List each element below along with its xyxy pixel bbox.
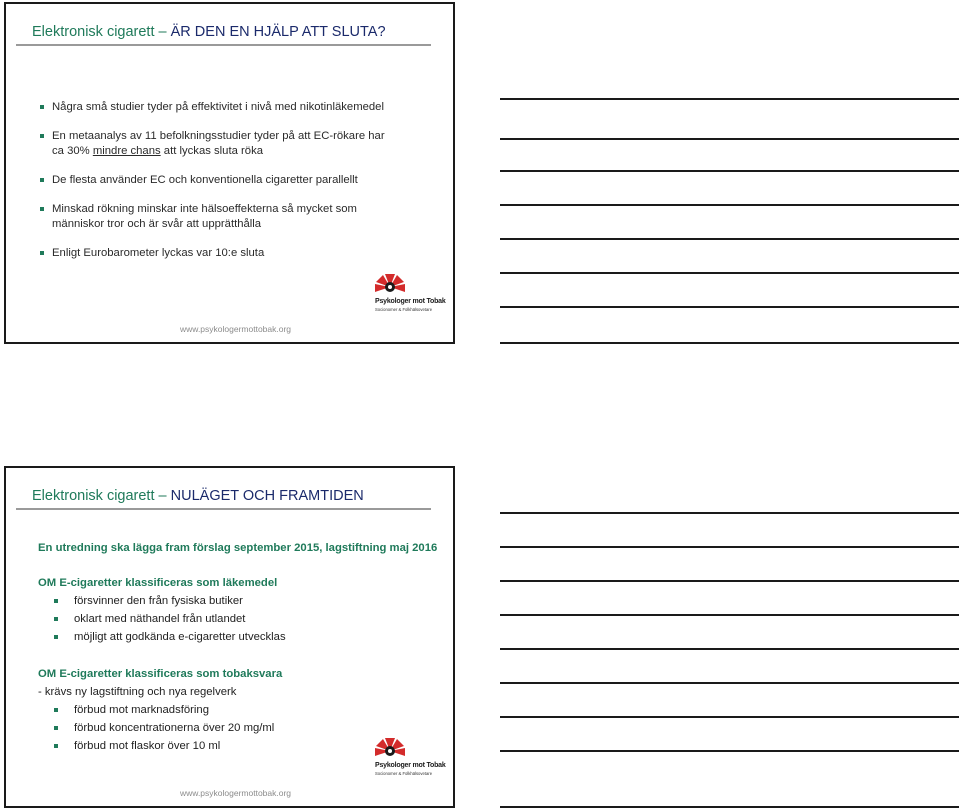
footer-url[interactable]: www.psykologermottobak.org [180, 788, 292, 798]
note-line [500, 238, 959, 240]
note-line [500, 204, 959, 206]
logo-subtitle: Socionomer & Folkhälsovetare [375, 771, 433, 776]
bullet-square-icon [40, 105, 44, 109]
note-line [500, 512, 959, 514]
logo-name: Psykologer mot Tobak [375, 298, 446, 305]
note-line [500, 272, 959, 274]
title-rule [16, 508, 431, 510]
bullet-square-icon [54, 635, 58, 639]
note-line [500, 716, 959, 718]
note-line [500, 580, 959, 582]
slide-1 [4, 2, 455, 344]
section-heading: OM E-cigaretter klassificeras som läkemedel [38, 577, 278, 589]
bullet-item: Några små studier tyder på effektivitet i nivå med nikotinläkemedel [40, 100, 440, 115]
note-line [500, 546, 959, 548]
note-line [500, 306, 959, 308]
bullet-square-icon [40, 207, 44, 211]
psykologer-mot-tobak-logo [373, 274, 446, 318]
bullet-square-icon [40, 178, 44, 182]
list-item: förbud koncentrationerna över 20 mg/ml [54, 719, 448, 737]
note-line [500, 342, 959, 344]
psykologer-mot-tobak-logo [373, 738, 446, 782]
list-item: förbud mot marknadsföring [54, 701, 448, 719]
bullet-item: De flesta använder EC och konventionella cigaretter parallellt [40, 173, 440, 188]
note-line [500, 98, 959, 100]
logo-emblem-icon [373, 738, 407, 764]
footer-url[interactable]: www.psykologermottobak.org [180, 324, 292, 334]
logo-emblem-icon [373, 274, 407, 300]
section-heading: OM E-cigaretter klassificeras som tobaksvara [38, 668, 283, 680]
list-item: oklart med näthandel från utlandet [54, 610, 448, 628]
slide-1-title: Elektronisk cigarett – ÄR DEN EN HJÄLP ATT SLUTA? [32, 24, 386, 40]
bullet-item: Minskad rökning minskar inte hälsoeffekterna så mycket som människor tror och är svår att upprätthålla [40, 202, 440, 232]
bullet-item: En metaanalys av 11 befolkningsstudier tyder på att EC-rökare har ca 30% mindre chans att lyckas sluta röka [40, 129, 440, 159]
underlined-text: mindre chans [92, 145, 161, 157]
note-line [500, 138, 959, 140]
note-line [500, 682, 959, 684]
section-subline: - krävs ny lagstiftning och nya regelverk [38, 686, 237, 698]
note-line [500, 806, 959, 808]
note-line [500, 170, 959, 172]
note-line [500, 750, 959, 752]
list-item: möjligt att godkända e-cigaretter utvecklas [54, 628, 448, 646]
bullet-square-icon [54, 617, 58, 621]
bullet-square-icon [40, 134, 44, 138]
intro-text: En utredning ska lägga fram förslag september 2015, lagstiftning maj 2016 [38, 542, 438, 554]
logo-subtitle: Socionomer & Folkhälsovetare [375, 307, 433, 312]
section-lakemedel [38, 574, 448, 646]
bullet-square-icon [54, 708, 58, 712]
bullet-square-icon [54, 726, 58, 730]
list-item: försvinner den från fysiska butiker [54, 592, 448, 610]
slide-1-bullet-list [40, 100, 440, 261]
logo-name: Psykologer mot Tobak [375, 762, 446, 769]
slide-2 [4, 466, 455, 808]
bullet-square-icon [54, 599, 58, 603]
note-line [500, 614, 959, 616]
bullet-square-icon [54, 744, 58, 748]
bullet-square-icon [40, 251, 44, 255]
bullet-item: Enligt Eurobarometer lyckas var 10:e sluta [40, 246, 440, 261]
slide-2-title: Elektronisk cigarett – NULÄGET OCH FRAMTIDEN [32, 488, 364, 504]
note-line [500, 648, 959, 650]
title-rule [16, 44, 431, 46]
list-item: förbud mot flaskor över 10 ml [54, 737, 448, 755]
